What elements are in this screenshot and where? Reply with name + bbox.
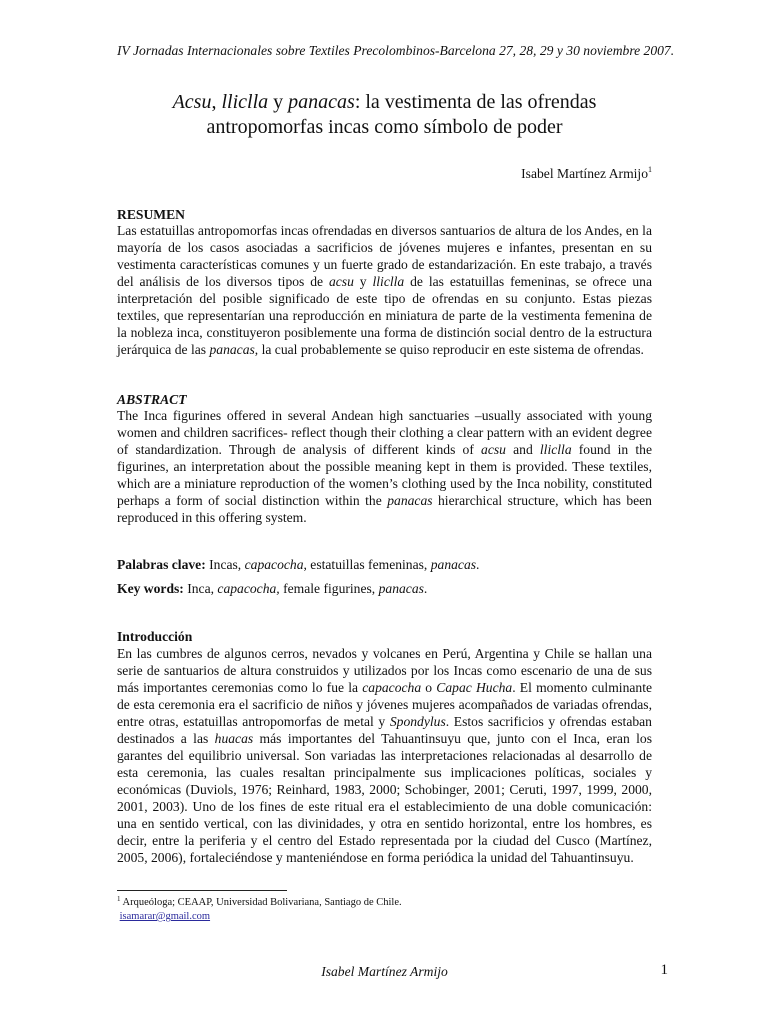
abstract-paragraph <box>117 407 652 526</box>
resumen-text: , la cual probablemente se quiso reproducir en este sistema de ofrendas. <box>254 342 644 357</box>
footnote-divider <box>117 890 287 891</box>
keywords-text: . <box>423 581 428 596</box>
intro-term-capacocha: capacocha <box>362 680 422 695</box>
abstract-heading: ABSTRACT <box>117 392 187 407</box>
intro-text: . Estos sacrificios y ofrendas estaban destinados a las <box>117 714 652 746</box>
footnote-email-link[interactable]: isamarar@gmail.com <box>119 911 211 922</box>
author-line <box>117 165 652 182</box>
abstract-text: found in the figurines, an interpretation about the possible meaning kept in them is provided. These textiles, which are a miniature reproduction of the women’s clothing used by the Inca nobility, constituted perhaps a form of social distinction within the <box>117 442 652 508</box>
intro-term-spondylus: Spondylus <box>389 714 446 729</box>
footnote-affiliation: Arqueóloga; CEAAP, Universidad Bolivariana, Santiago de Chile. <box>120 897 402 908</box>
keywords-english <box>117 580 652 597</box>
title-line-2: antropomorfas incas como símbolo de poder <box>206 116 563 138</box>
keyword-panacas: panacas <box>378 581 424 596</box>
paper-title <box>117 90 652 140</box>
intro-text: más importantes del Tahuantinsuyu que, junto con el Inca, eran los garantes del equilibrio universal. Son variadas las interpretaciones relacionadas al desarrollo de esta ceremonia, las cuales resaltan principalmente sus implicaciones políticas, sociales y económicas (Duviols, 1976; Reinhard, 1983, 2000; Schobinger, 2001; Ceruti, 1997, 1999, 2000, 2001, 2003). Uno de los fines de este ritual era el establecimiento de una doble comunicación: una en sentido vertical, con las divinidades, y otra en sentido horizontal, entre los hombres, es decir, entre la periferia y el centro del Estado representada por la ciudad del Cusco (Martínez, 2005, 2006), fortaleciéndose y manteniéndose en forma periódica la unidad del Tahuantinsuyu. <box>117 731 653 865</box>
title-sep-1: , <box>211 91 222 113</box>
author-footnote-mark[interactable]: 1 <box>648 165 652 174</box>
keyword-capacocha: capacocha, <box>217 581 280 596</box>
title-term-lliclla: lliclla <box>221 91 269 113</box>
keyword-panacas: panacas <box>430 557 477 572</box>
introduction-heading: Introducción <box>117 629 193 644</box>
introduction-paragraph <box>117 645 652 866</box>
title-line-1-rest: : la vestimenta de las ofrendas <box>354 91 597 113</box>
resumen-text: y <box>353 274 373 289</box>
intro-term-capac-hucha: Capac Hucha <box>436 680 513 695</box>
abstract-text: The Inca figurines offered in several Andean high sanctuaries –usually associated with young women and children sacrifices- reflect though their clothing a clear pattern with an evident degree of standardization. Through de analysis of different kinds of <box>117 408 652 457</box>
footnote-affiliation-line <box>117 896 652 910</box>
title-term-acsu: Acsu <box>172 91 212 113</box>
keywords-text: . <box>476 557 480 572</box>
resumen-text: Las estatuillas antropomorfas incas ofrendadas en diversos santuarios de altura de los Andes, en la mayoría de los casos asociadas a sacrificios de jóvenes mujeres e infantes, presentan en su vestimenta características comunes y un fuerte grado de estandarización. En este trabajo, a través del análisis de los diversos tipos de <box>117 223 652 289</box>
conference-header: IV Jornadas Internacionales sobre Textiles Precolombinos-Barcelona 27, 28, 29 y 30 noviembre 2007. <box>117 43 675 58</box>
keywords-english-label: Key words: <box>117 581 184 596</box>
footnote <box>117 896 652 924</box>
abstract-term-acsu: acsu <box>481 442 506 457</box>
intro-text: . El momento culminante de esta ceremonia era el sacrificio de niños y jóvenes mujeres acompañados de variadas ofrendas, entre otras, estatuillas antropomorfas de metal y <box>117 680 653 729</box>
keywords-spanish <box>117 556 652 573</box>
page-number: 1 <box>660 962 668 978</box>
keywords-text: Incas, <box>205 557 245 572</box>
intro-text: o <box>421 680 437 695</box>
title-sep-2: y <box>268 91 289 113</box>
abstract-text: hierarchical structure, which has been reproduced in this offering system. <box>117 493 652 525</box>
keywords-text: female figurines, <box>279 581 379 596</box>
footnote-email-line <box>117 910 652 924</box>
footer-author: Isabel Martínez Armijo <box>321 964 448 979</box>
footnote-mark: 1 <box>117 895 121 903</box>
resumen-heading: RESUMEN <box>117 207 185 222</box>
keywords-spanish-label: Palabras clave: <box>117 557 206 572</box>
resumen-term-lliclla: lliclla <box>372 274 405 289</box>
resumen-text: de las estatuillas femeninas, se ofrece una interpretación del posible significado de este tipo de ofrendas en su conjunto. Estas piezas textiles, que representarían una reproducción en miniatura de parte de la vestimenta femenina de la nobleza inca, constituyeron posiblemente una forma de distinción social dentro de la estructura jerárquica de las <box>117 274 652 357</box>
resumen-paragraph <box>117 222 652 358</box>
intro-term-huacas: huacas <box>214 731 254 746</box>
title-term-panacas: panacas <box>288 91 355 113</box>
resumen-term-acsu: acsu <box>328 274 354 289</box>
intro-text: En las cumbres de algunos cerros, nevados y volcanes en Perú, Argentina y Chile se hallan una serie de santuarios de altura construidos y utilizados por los Incas como escenario de una de sus más importantes ceremonias como lo fue la <box>117 646 652 695</box>
abstract-text: and <box>505 442 540 457</box>
abstract-term-lliclla: lliclla <box>539 442 572 457</box>
keywords-text: , estatuillas femeninas, <box>303 557 431 572</box>
resumen-term-panacas: panacas <box>209 342 255 357</box>
keyword-capacocha: capacocha <box>244 557 304 572</box>
keywords-text: Inca, <box>183 581 218 596</box>
abstract-term-panacas: panacas <box>387 493 433 508</box>
author-name: Isabel Martínez Armijo <box>521 166 648 181</box>
